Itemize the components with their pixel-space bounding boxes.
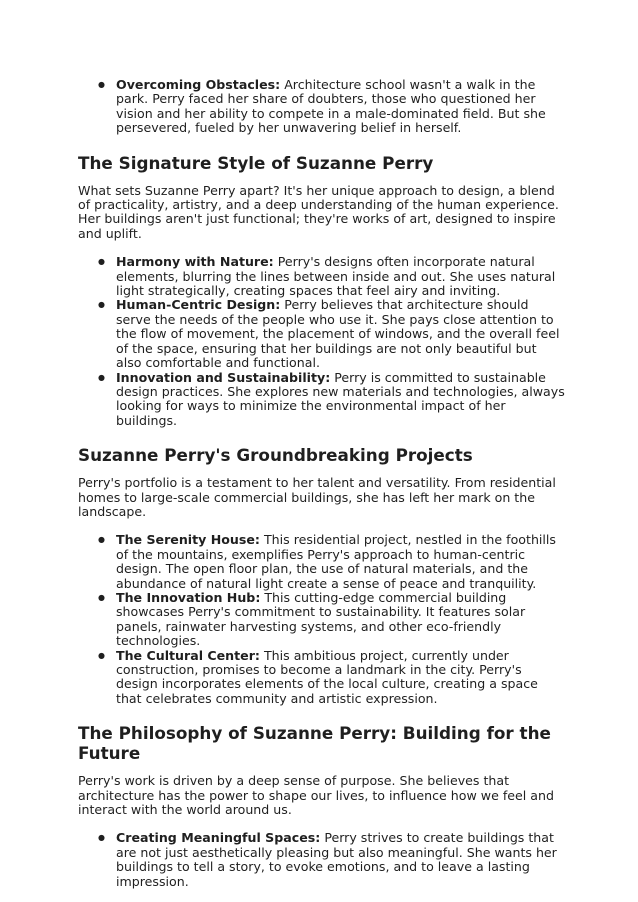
item-text: This ambitious project, currently under construction, promises to become a landmark in the city. Perry's design incorporates elements of the local culture, creating a space that celebrates community and artistic expression. bbox=[116, 647, 538, 706]
item-text: Perry strives to create buildings that are not just aesthetically pleasing but also meaningful. She wants her buildings to tell a story, to evoke emotions, and to leave a lasting impression. bbox=[116, 830, 557, 889]
section-bullet-list bbox=[78, 533, 566, 706]
item-text: Perry believes that architecture should serve the needs of the people who use it. She pays close attention to the flow of movement, the placement of windows, and the overall feel of the space, ensuring that her buildings are not only beautiful but also comfortable and functional. bbox=[116, 297, 560, 371]
section-intro: Perry's portfolio is a testament to her talent and versatility. From residential homes to large-scale commercial buildings, she has left her mark on the landscape. bbox=[78, 475, 556, 519]
item-text: This cutting-edge commercial building showcases Perry's commitment to sustainability. It features solar panels, rainwater harvesting systems, and other eco-friendly technologies. bbox=[116, 589, 526, 649]
section-heading: The Philosophy of Suzanne Perry: Building for the Future bbox=[78, 723, 551, 764]
document-page bbox=[78, 78, 566, 889]
section-bullet-list bbox=[78, 831, 566, 889]
list-item bbox=[78, 831, 566, 889]
item-title: The Innovation Hub: bbox=[116, 589, 261, 605]
item-title: The Serenity House: bbox=[116, 532, 260, 548]
top-bullet-list bbox=[78, 78, 566, 136]
section-heading: Suzanne Perry's Groundbreaking Projects bbox=[78, 445, 473, 466]
item-title: Human-Centric Design: bbox=[116, 297, 281, 313]
list-item bbox=[78, 78, 566, 136]
list-item bbox=[78, 371, 566, 429]
list-item bbox=[78, 298, 566, 370]
item-text: This residential project, nestled in the foothills of the mountains, exemplifies Perry's approach to human-centric design. The open floor plan, the use of natural materials, and the abundance of natural light create a sense of peace and tranquility. bbox=[116, 532, 556, 591]
list-item bbox=[78, 649, 566, 707]
list-item bbox=[78, 591, 566, 649]
section-intro: What sets Suzanne Perry apart? It's her unique approach to design, a blend of practicality, artistry, and a deep understanding of the human experience. Her buildings aren't just functional; they're works of art, designed to inspire and uplift. bbox=[78, 182, 559, 241]
item-text: Perry's designs often incorporate natural elements, blurring the lines between inside and out. She uses natural light strategically, creating spaces that feel airy and inviting. bbox=[116, 254, 556, 299]
item-title: Harmony with Nature: bbox=[116, 254, 274, 270]
section-intro: Perry's work is driven by a deep sense of purpose. She believes that architecture has the power to shape our lives, to influence how we feel and interact with the world around us. bbox=[78, 773, 554, 818]
item-text: Architecture school wasn't a walk in the park. Perry faced her share of doubters, those who questioned her vision and her ability to compete in a male-dominated field. But she persevered, fueled by her unwavering belief in herself. bbox=[116, 77, 546, 136]
item-title: Overcoming Obstacles: bbox=[116, 77, 281, 92]
list-item bbox=[78, 255, 566, 298]
item-title: Innovation and Sustainability: bbox=[116, 369, 331, 385]
item-title: Creating Meaningful Spaces: bbox=[116, 830, 321, 846]
item-title: The Cultural Center: bbox=[116, 647, 260, 663]
section-bullet-list bbox=[78, 255, 566, 428]
list-item bbox=[78, 533, 566, 591]
item-text: Perry is committed to sustainable design practices. She explores new materials and technologies, always looking for ways to minimize the environmental impact of her buildings. bbox=[116, 369, 565, 428]
section-heading: The Signature Style of Suzanne Perry bbox=[78, 152, 434, 173]
